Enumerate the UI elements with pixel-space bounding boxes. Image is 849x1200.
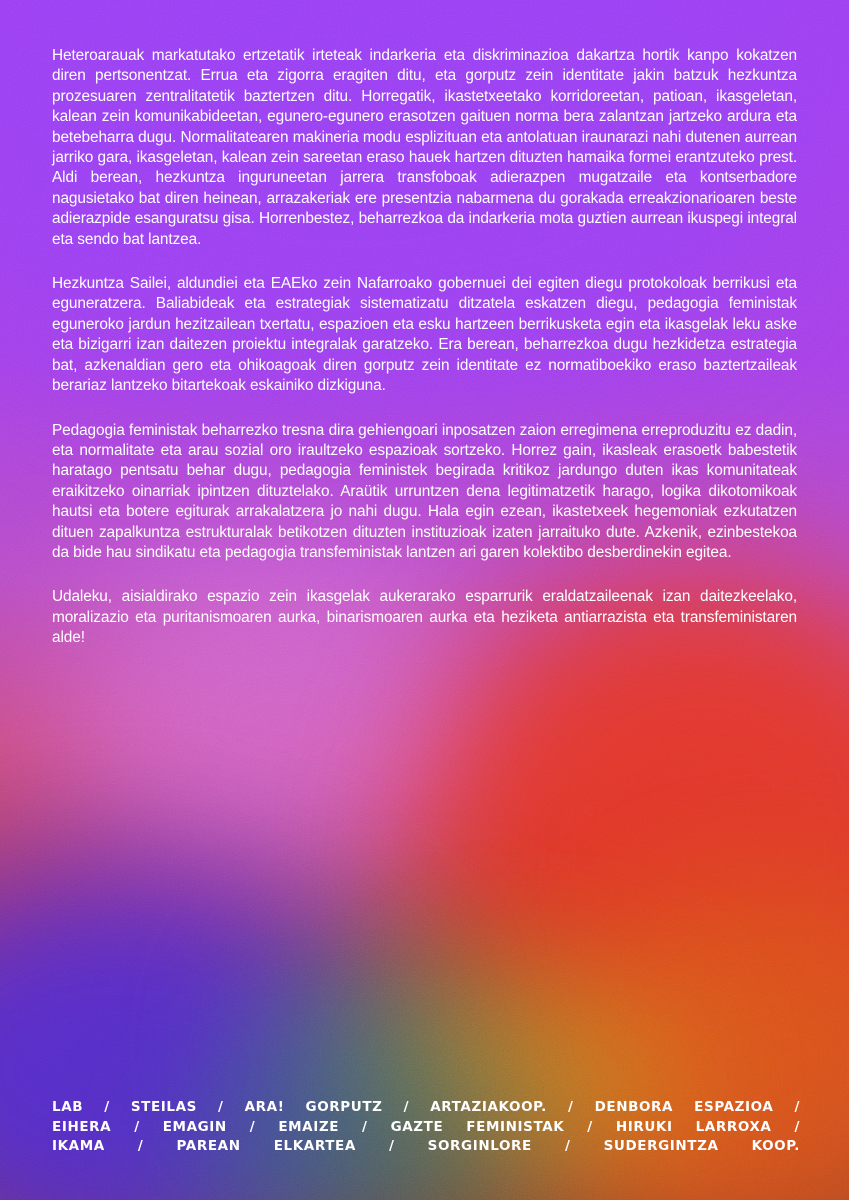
- organizations-line-3: IKAMA / PAREAN ELKARTEA / SORGINLORE / SUDERGINTZA KOOP.: [52, 1138, 800, 1154]
- organizations-line-1: LAB / STEILAS / ARA! GORPUTZ / ARTAZIAKOOP. / DENBORA ESPAZIOA /: [52, 1099, 800, 1115]
- organizations-line-2: EIHERA / EMAGIN / EMAIZE / GAZTE FEMINISTAK / HIRUKI LARROXA /: [52, 1118, 800, 1135]
- paragraph-2: Hezkuntza Sailei, aldundiei eta EAEko zein Nafarroako gobernuei dei egiten diegu protokoloak berrikusi eta eguneratzera. Baliabideak eta estrategiak sistematizatu ditzatela eskatzen diegu, pedagogia feministak eguneroko jardun hezitzailean txertatu, espazioen eta esku hartzeen berrikusketa egin eta ikasgelak leku aske eta bizigarri izan daitezen proiektu integralak garatzeko. Era berean, beharrezkoa dugu hezkidetza estrategia bat, azkenaldian gero eta ohikoagoak diren gorputz zein identitate ez normatiboekiko eraso baztertzaileak berariaz lantzeko bitartekoak eskainiko dizkiguna.: [52, 275, 797, 395]
- paragraph-3: Pedagogia feministak beharrezko tresna dira gehiengoari inposatzen zaion erregimena erreproduzitu ez dadin, eta normalitate eta arau sozial oro iraultzeko espazioak sortzeko. Horrez gain, ikasleak erasoetk babestetik haratago pentsatu behar dugu, pedagogia feministek begirada kritikoz jardungo duten ikas komunitateak eraikitzeko oinarriak ipintzen dituztelako. Araütik urruntzen dena legitimatzetik harago, logika dikotomikoak hautsi eta botere egiturak arrakalatzera jo nahi dugu. Hala egin ezean, ikastetxeek hegemoniak ezkutatzen dituen zapalkuntza estrukturalak betikotzen dituzten instituzioak izaten jarraituko dute. Azkenik, ezinbestekoa da bide hau sindikatu eta pedagogia transfeministak lantzen ari garen kolektibo desberdinekin egitea.: [52, 421, 797, 561]
- paragraph-1: Heteroarauak markatutako ertzetatik irteteak indarkeria eta diskriminazioa dakartza hortik kanpo kokatzen diren pertsonentzat. Errua eta zigorra eragiten ditu, eta gorputz zein identitate jakin batzuk hezkuntza prozesuaren zentralitatetik baztertzen ditu. Horregatik, ikastetxeetako korridoreetan, patioan, ikasgeletan, kalean zein komunikabideetan, egunero-egunero erasotzen gaituen norma bera zalantzan jartzeko ardura eta betebeharra dugu. Normalitatearen makineria modu esplizituan eta antolatuan iraunarazi nahi dutenen aurrean jarriko gara, ikasgeletan, kalean zein sareetan eraso hauek hartzen dituzten hamaika formei erantzuteko prest. Aldi berean, hezkuntza inguruneetan jarrera transfoboak adierazpen mugatzaile eta kontserbadore nagusietako bat diren heinean, arrazakeriak ere presentzia nabarmena du gorakada erreakzionarioaren beste adierazpide esanguratsu gisa. Horrenbestez, beharrezkoa da indarkeria mota guztien aurrean ikuspegi integral eta sendo bat lantzea.: [52, 47, 797, 248]
- signatory-organizations: [52, 1098, 800, 1157]
- paragraph-4: Udaleku, aisialdirako espazio zein ikasgelak aukerarako esparrurik eraldatzaileenak izan daitezkeelako, moralizazio eta puritanismoaren aurka, binarismoaren aurka eta heziketa antiarrazista eta transfeministaren alde!: [52, 588, 797, 647]
- manifesto-text: [52, 46, 797, 673]
